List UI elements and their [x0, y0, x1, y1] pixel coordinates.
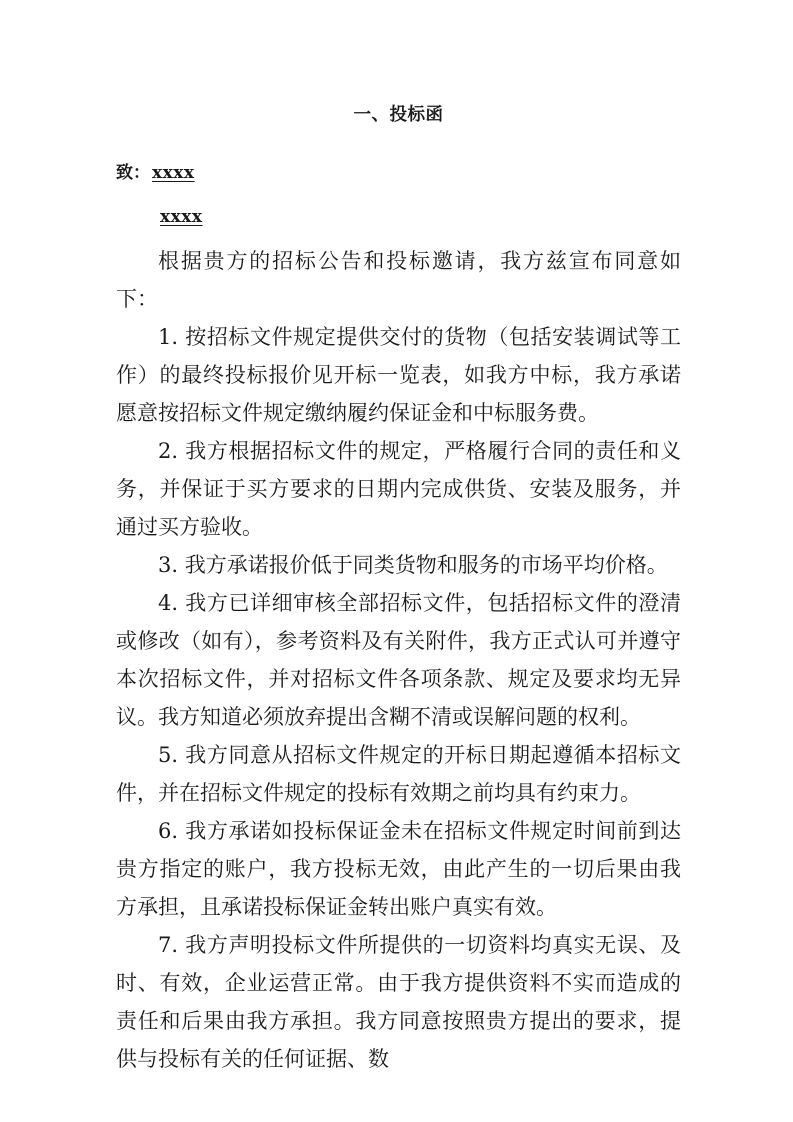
- clause-paragraph-4: 4. 我方已详细审核全部招标文件，包括招标文件的澄清或修改（如有），参考资料及有关附件，我方正式认可并遵守本次招标文件，并对招标文件各项条款、规定及要求均无异议。我方知道必须放弃提出含糊不清或误解问题的权利。: [116, 591, 681, 729]
- addressee-line: [116, 154, 681, 192]
- addressee-second-blank-field: xxxx: [160, 207, 203, 227]
- clause-paragraph-6: 6. 我方承诺如投标保证金未在招标文件规定时间前到达贵方指定的账户，我方投标无效，由此产生的一切后果由我方承担，且承诺投标保证金转出账户真实有效。: [116, 819, 681, 919]
- intro-paragraph: 根据贵方的招标公告和投标邀请，我方兹宣布同意如下：: [116, 249, 681, 311]
- document-body: [116, 96, 681, 1078]
- clause-paragraph-1: 1. 按招标文件规定提供交付的货物（包括安装调试等工作）的最终投标报价见开标一览表，如我方中标，我方承诺愿意按招标文件规定缴纳履约保证金和中标服务费。: [116, 325, 681, 425]
- clause-paragraph-2: 2. 我方根据招标文件的规定，严格履行合同的责任和义务，并保证于买方要求的日期内完成供货、安装及服务，并通过买方验收。: [116, 439, 681, 539]
- clause-paragraph-7: 7. 我方声明投标文件所提供的一切资料均真实无误、及时、有效，企业运营正常。由于我方提供资料不实而造成的责任和后果由我方承担。我方同意按照贵方提出的要求，提供与投标有关的任何证据、数: [116, 933, 681, 1071]
- page-title: 一、投标函: [353, 105, 444, 125]
- addressee-label: 致：: [116, 163, 150, 183]
- addressee-second-line: [116, 198, 681, 236]
- clause-paragraph-3: 3. 我方承诺报价低于同类货物和服务的市场平均价格。: [158, 553, 668, 577]
- addressee-blank-field: xxxx: [152, 163, 195, 183]
- clause-paragraph-5: 5. 我方同意从招标文件规定的开标日期起遵循本招标文件，并在招标文件规定的投标有效期之前均具有约束力。: [116, 743, 681, 805]
